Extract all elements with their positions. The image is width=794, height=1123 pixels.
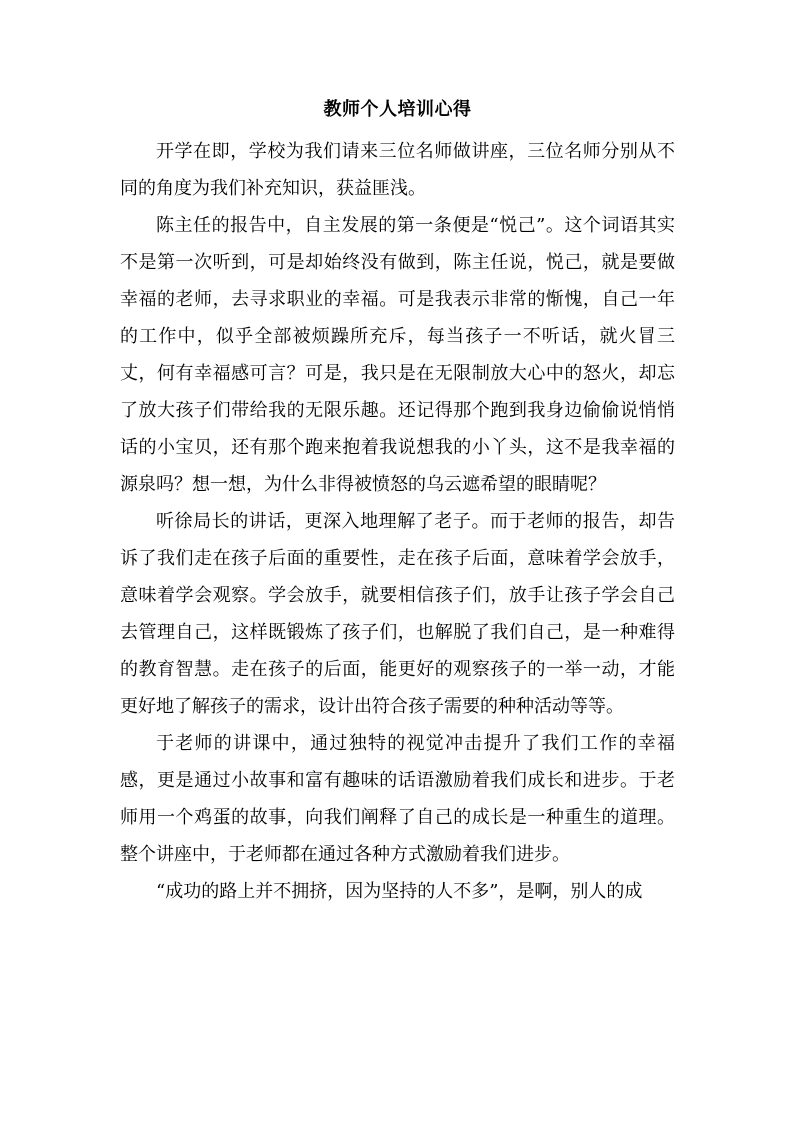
paragraph-success-quote: “成功的路上并不拥挤，因为坚持的人不多”，是啊，别人的成 (156, 881, 643, 902)
paragraph-chen-report: 陈主任的报告中，自主发展的第一条便是“悦己”。这个词语其实不是第一次听到，可是却始终没有做到，陈主任说，悦己，就是要做幸福的老师，去寻求职业的幸福。可是我表示非常的惭愧，自己一年的工作中，似乎全部被烦躁所充斥，每当孩子一不听话，就火冒三丈，何有幸福感可言？可是，我只是在无限制放大心中的怒火，却忘了放大孩子们带给我的无限乐趣。还记得那个跑到我身边偷偷说悄悄话的小宝贝，还有那个跑来抱着我说想我的小丫头，这不是我幸福的源泉吗？想一想，为什么非得被愤怒的乌云遮希望的眼睛呢？ (120, 215, 675, 495)
paragraph-opening: 开学在即，学校为我们请来三位名师做讲座，三位名师分别从不同的角度为我们补充知识，获益匪浅。 (120, 141, 675, 199)
paragraph-xu-speech: 听徐局长的讲话，更深入地理解了老子。而于老师的报告，却告诉了我们走在孩子后面的重要性，走在孩子后面，意味着学会放手，意味着学会观察。学会放手，就要相信孩子们，放手让孩子学会自己去管理自己，这样既锻炼了孩子们，也解脱了我们自己，是一种难得的教育智慧。走在孩子的后面，能更好的观察孩子的一举一动，才能更好地了解孩子的需求，设计出符合孩子需要的种种活动等等。 (120, 511, 675, 717)
document-page (120, 98, 675, 910)
paragraph-yu-lecture: 于老师的讲课中，通过独特的视觉冲击提升了我们工作的幸福感，更是通过小故事和富有趣味的话语激励着我们成长和进步。于老师用一个鸡蛋的故事，向我们阐释了自己的成长是一种重生的道理。整个讲座中，于老师都在通过各种方式激励着我们进步。 (120, 733, 675, 865)
document-title: 教师个人培训心得 (323, 99, 472, 120)
